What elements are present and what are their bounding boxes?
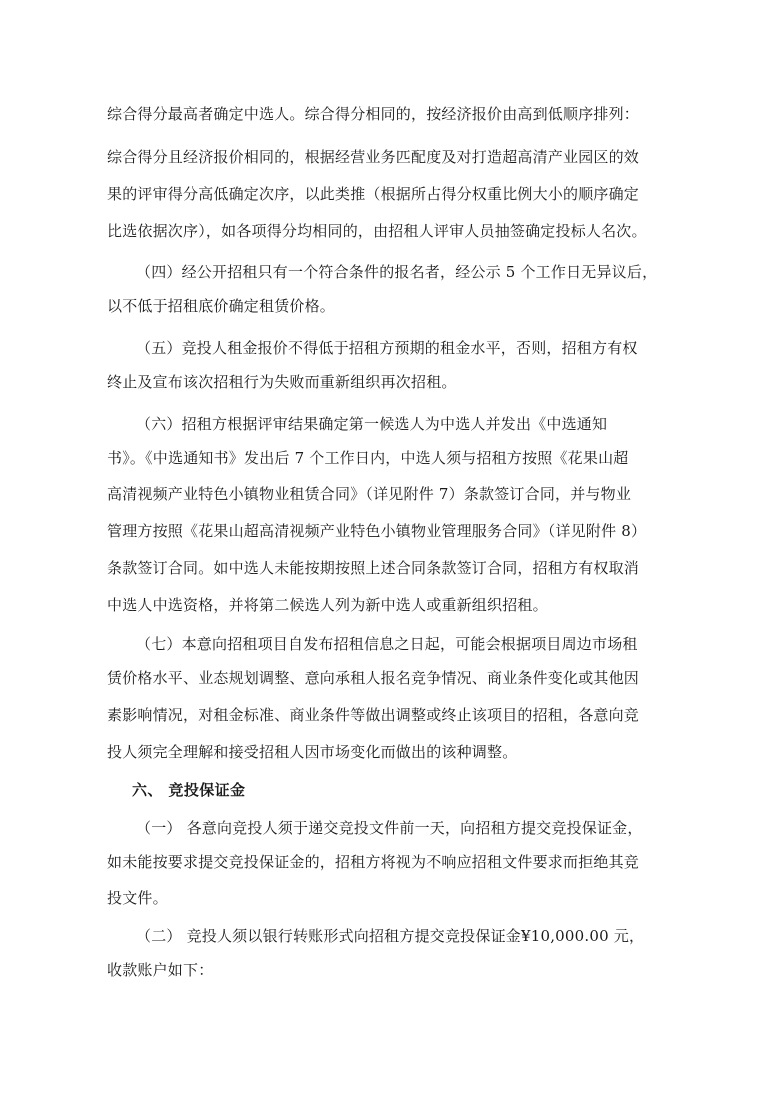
text-line: （六）招租方根据评审结果确定第一候选人为中选人并发出《中选通知: [136, 415, 608, 433]
text-line: 管理方按照《花果山超高清视频产业特色小镇物业管理服务合同》（详见附件 8）: [107, 522, 647, 540]
text-line: 收款账户如下：: [107, 961, 214, 979]
text-line: 综合得分且经济报价相同的，根据经营业务匹配度及对打造超高清产业园区的效: [107, 148, 640, 166]
text-line: （七）本意向招租项目自发布招租信息之日起，可能会根据项目周边市场租: [136, 635, 638, 653]
section-heading: 六、 竞投保证金: [132, 781, 246, 799]
text-line: （一） 各意向竞投人须于递交竞投文件前一天，向招租方提交竞投保证金，: [136, 819, 643, 837]
text-line: 果的评审得分高低确定次序，以此类推（根据所占得分权重比例大小的顺序确定: [107, 185, 640, 203]
text-line: （四）经公开招租只有一个符合条件的报名者，经公示 5 个工作日无异议后，: [136, 263, 658, 281]
text-line: 赁价格水平、业态规划调整、意向承租人报名竞争情况、商业条件变化或其他因: [107, 669, 640, 687]
text-line: （五）竞投人租金报价不得低于招租方预期的租金水平，否则，招租方有权: [136, 339, 638, 357]
text-line: 投人须完全理解和接受招租人因市场变化而做出的该种调整。: [107, 743, 518, 761]
text-line: 比选依据次序），如各项得分均相同的，由招租人评审人员抽签确定投标人名次。: [107, 222, 647, 240]
text-line: 综合得分最高者确定中选人。综合得分相同的，按经济报价由高到低顺序排列：: [107, 105, 640, 123]
text-line: 中选人中选资格，并将第二候选人列为新中选人或重新组织招租。: [107, 596, 548, 614]
text-line: 素影响情况，对租金标准、商业条件等做出调整或终止该项目的招租，各意向竞: [107, 706, 640, 724]
text-line: 以不低于招租底价确定租赁价格。: [107, 297, 336, 315]
text-line: 如未能按要求提交竞投保证金的，招租方将视为不响应招租文件要求而拒绝其竞: [107, 853, 640, 871]
text-line: 投文件。: [107, 889, 168, 907]
text-line: 书》。《中选通知书》发出后 7 个工作日内，中选人须与招租方按照《花果山超: [107, 449, 629, 467]
text-line: （二） 竞投人须以银行转账形式向招租方提交竞投保证金¥10,000.00 元，: [136, 927, 645, 945]
text-line: 终止及宣布该次招租行为失败而重新组织再次招租。: [107, 373, 457, 391]
text-line: 高清视频产业特色小镇物业租赁合同》（详见附件 7）条款签订合同，并与物业: [107, 485, 632, 503]
text-line: 条款签订合同。如中选人未能按期按照上述合同条款签订合同，招租方有权取消: [107, 559, 640, 577]
